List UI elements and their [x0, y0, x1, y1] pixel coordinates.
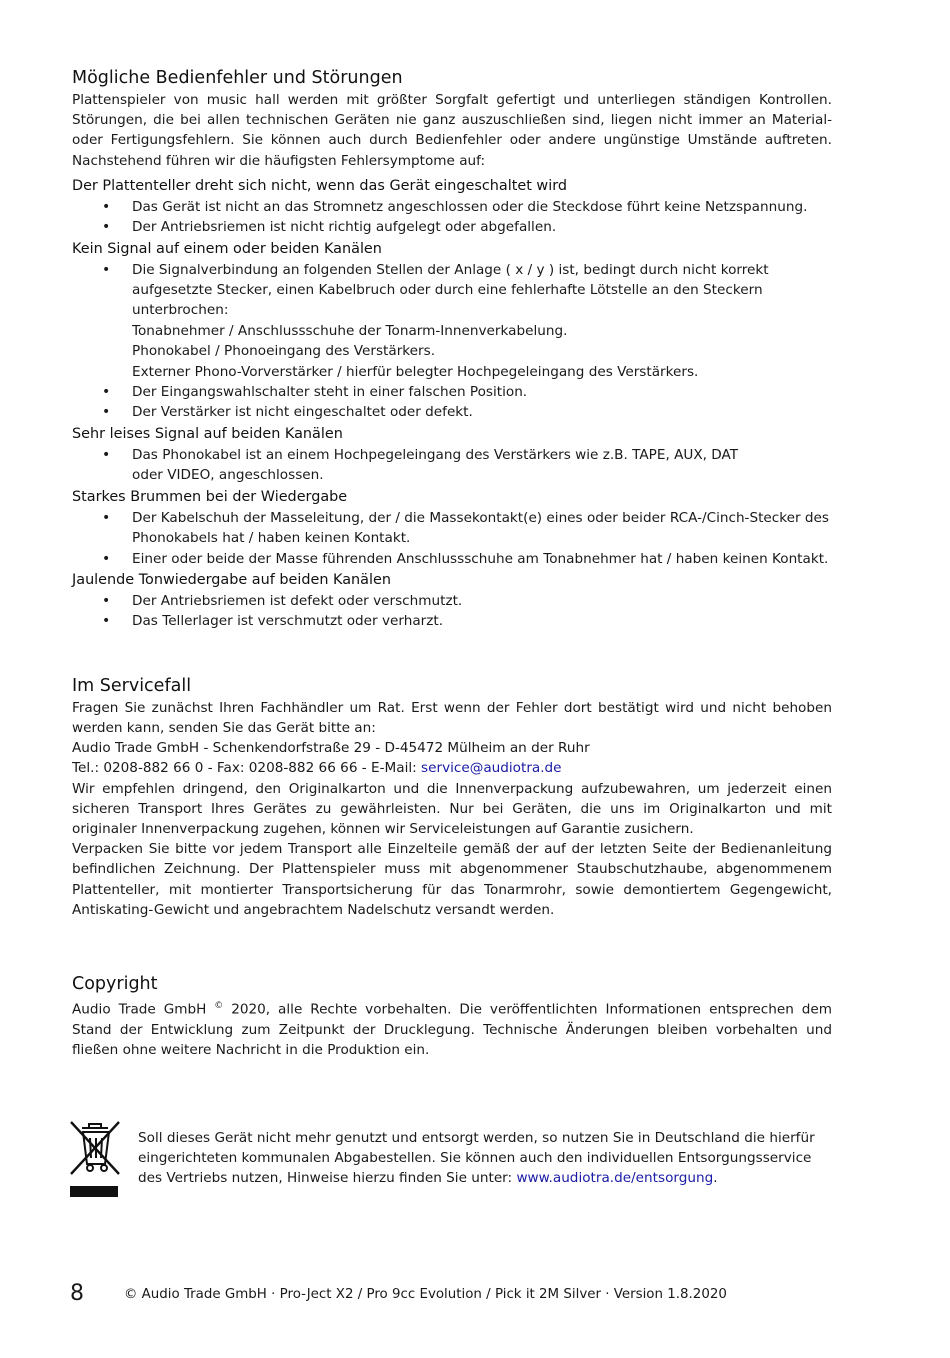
problem-heading-turntable: Der Plattenteller dreht sich nicht, wenn das Gerät eingeschaltet wird — [72, 177, 567, 194]
list-item: • Der Verstärker ist nicht eingeschaltet oder defekt. — [72, 402, 832, 422]
list-item: • Der Kabelschuh der Masseleitung, der / die Massekontakt(e) eines oder beider RCA-/Cinch-Stecker des Phonokabels hat / haben keinen Kontakt. — [72, 508, 832, 549]
problem-list-turntable — [72, 197, 832, 238]
disposal-body: Soll dieses Gerät nicht mehr genutzt und entsorgt werden, so nutzen Sie in Deutschland die hierfür eingerichteten kommunalen Abgabestellen. Sie können auch den individuellen Entsorgungsservice des Vertriebs nutzen, Hinweise hierzu finden Sie unter: — [138, 1130, 815, 1187]
list-item: • Der Eingangswahlschalter steht in einer falschen Position. — [72, 382, 832, 402]
page-number: 8 — [70, 1281, 84, 1306]
copyright-symbol: © — [214, 1000, 224, 1011]
list-item: • Das Tellerlager ist verschmutzt oder verharzt. — [72, 611, 832, 631]
problem-list-hum — [72, 508, 832, 569]
service-intro: Fragen Sie zunächst Ihren Fachhändler um Rat. Erst wenn der Fehler dort bestätigt wird und nicht behoben werden kann, senden Sie das Gerät bitte an: — [72, 699, 832, 736]
problem-heading-hum: Starkes Brummen bei der Wiedergabe — [72, 488, 348, 505]
footer-text: © Audio Trade GmbH · Pro-Ject X2 / Pro 9cc Evolution / Pick it 2M Silver · Version 1.8.2020 — [124, 1287, 727, 1302]
service-transport-note: Verpacken Sie bitte vor jedem Transport alle Einzelteile gemäß der auf der letzten Seite der Bedienanleitung befindlichen Zeichnung. Der Plattenspieler muss mit abgenommener Staubschutzhaube, abgenommenem Plattenteller, mit montierter Transportsicherung für das Tonarmrohr, sowie demontiertem Gegengewicht, Antiskating-Gewicht und angebrachtem Nadelschutz versandt werden. — [72, 841, 832, 918]
list-item: • Der Antriebsriemen ist defekt oder verschmutzt. — [72, 591, 832, 611]
problem-heading-no-signal: Kein Signal auf einem oder beiden Kanälen — [72, 240, 382, 257]
troubleshooting-intro: Plattenspieler von music hall werden mit größter Sorgfalt gefertigt und unterliegen ständigen Kontrollen. Störungen, die bei allen technischen Geräten nie ganz auszuschließen sind, liegen nicht immer an Material- oder Fertigungsfehlern. Sie können auch durch Bedienfehler oder andere ungünstige Umstände auftreten. Nachstehend führen wir die häufigsten Fehlersymptome auf: — [72, 92, 832, 169]
service-contact — [72, 758, 832, 778]
copyright-company: Audio Trade GmbH — [72, 1001, 215, 1018]
copyright-body: 2020, alle Rechte vorbehalten. Die veröffentlichten Informationen entsprechen dem Stand der Entwicklung zum Zeitpunkt der Drucklegung. Technische Änderungen bleiben vorbehalten und fließen ohne weitere Nachricht in die Produktion ein. — [72, 1001, 832, 1058]
problem-list-wow — [72, 591, 832, 632]
service-address: Audio Trade GmbH - Schenkendorfstraße 29 - D-45472 Mülheim an der Ruhr — [72, 740, 590, 757]
list-item: • Das Phonokabel ist an einem Hochpegeleingang des Verstärkers wie z.B. TAPE, AUX, DAT oder VIDEO, angeschlossen. — [72, 445, 832, 486]
service-packaging-note: Wir empfehlen dringend, den Originalkarton und die Innenverpackung aufzubewahren, um jederzeit einen sicheren Transport Ihres Gerätes zu gewährleisten. Nur bei Geräten, die uns im Originalkarton und mit originaler Innenverpackung zugehen, können wir Serviceleistungen auf Garantie zusichern. — [72, 780, 832, 837]
disposal-suffix: . — [713, 1170, 718, 1187]
list-item-sub: Phonokabel / Phonoeingang des Verstärkers. — [132, 343, 436, 360]
problem-list-quiet-signal — [72, 445, 832, 486]
list-item: • Das Gerät ist nicht an das Stromnetz angeschlossen oder die Steckdose führt keine Netzspannung. — [72, 197, 832, 217]
list-item-sub: Externer Phono-Vorverstärker / hierfür belegter Hochpegeleingang des Verstärkers. — [132, 363, 699, 380]
problem-heading-quiet-signal: Sehr leises Signal auf beiden Kanälen — [72, 425, 343, 442]
page-content — [72, 66, 832, 1060]
disposal-notice — [68, 1118, 828, 1208]
service-email-link[interactable]: service@audiotra.de — [421, 760, 562, 777]
section-title-troubleshooting: Mögliche Bedienfehler und Störungen — [72, 68, 403, 88]
section-title-service: Im Servicefall — [72, 675, 192, 696]
copyright-text — [72, 996, 832, 1060]
weee-crossed-bin-icon — [68, 1118, 122, 1198]
problem-heading-wow: Jaulende Tonwiedergabe auf beiden Kanälen — [72, 571, 391, 588]
contact-numbers: Tel.: 0208-882 66 0 - Fax: 0208-882 66 66 - E-Mail: — [72, 760, 422, 777]
page-footer — [70, 1280, 850, 1310]
section-title-copyright: Copyright — [72, 973, 158, 994]
list-item-sub: Tonabnehmer / Anschlussschuhe der Tonarm-Innenverkabelung. — [132, 322, 568, 339]
list-item — [72, 260, 832, 382]
problem-list-no-signal — [72, 260, 832, 423]
list-item-main: Die Signalverbindung an folgenden Stellen der Anlage ( x / y ) ist, bedingt durch nicht korrekt aufgesetzte Stecker, einen Kabelbruch oder durch eine fehlerhafte Lötstelle an den Steckern unterbrochen: — [132, 261, 769, 319]
list-item: • Der Antriebsriemen ist nicht richtig aufgelegt oder abgefallen. — [72, 217, 832, 237]
disposal-link[interactable]: www.audiotra.de/entsorgung — [516, 1170, 714, 1187]
disposal-text — [138, 1128, 838, 1189]
list-item: • Einer oder beide der Masse führenden Anschlussschuhe am Tonabnehmer hat / haben keinen Kontakt. — [72, 549, 832, 569]
